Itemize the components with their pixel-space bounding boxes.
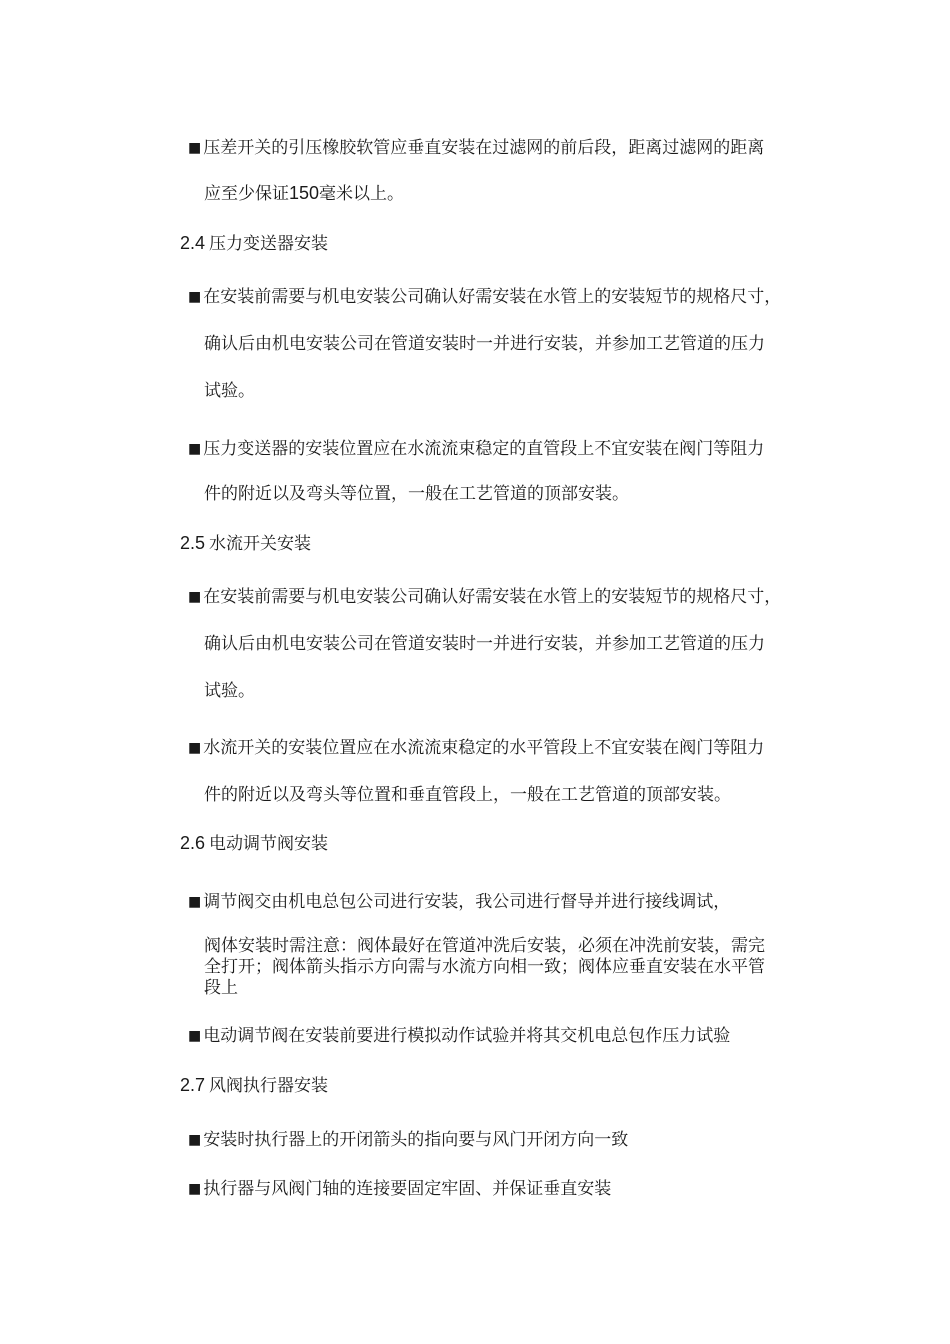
bullet-icon: ■: [188, 289, 202, 305]
sec27-bullet-1-line-1: ■ 安装时执行器上的开闭箭头的指向要与风门开闭方向一致: [188, 1130, 629, 1150]
sec24-bullet-2-line-1: ■ 压力变送器的安装位置应在水流流束稳定的直管段上不宜安装在阀门等阻力: [188, 439, 765, 459]
bullet-icon: ■: [188, 740, 202, 756]
sec26-bullet-2-line-1: ■ 电动调节阀在安装前要进行模拟动作试验并将其交机电总包作压力试验: [188, 1026, 731, 1046]
sec24-bullet-2-line-2: 件的附近以及弯头等位置，一般在工艺管道的顶部安装。: [204, 484, 629, 504]
sec26-note-line-3: 段上: [204, 978, 238, 998]
section-heading-2-7: 2.7 风阀执行器安装: [180, 1075, 329, 1096]
sec23-bullet-line-2: 应至少保证150毫米以上。: [204, 183, 405, 204]
sec27-bullet-2-line-1: ■ 执行器与风阀门轴的连接要固定牢固、并保证垂直安装: [188, 1179, 612, 1199]
section-heading-2-6: 2.6 电动调节阀安装: [180, 833, 329, 854]
sec25-bullet-2-line-2: 件的附近以及弯头等位置和垂直管段上，一般在工艺管道的顶部安装。: [204, 785, 731, 805]
sec24-bullet-1-line-1: ■ 在安装前需要与机电安装公司确认好需安装在水管上的安装短节的规格尺寸，: [188, 287, 782, 307]
sec26-bullet-1-line-1: ■ 调节阀交由机电总包公司进行安装，我公司进行督导并进行接线调试，: [188, 892, 731, 912]
sec24-bullet-1-line-2: 确认后由机电安装公司在管道安装时一并进行安装，并参加工艺管道的压力: [204, 334, 765, 354]
section-heading-2-5: 2.5 水流开关安装: [180, 533, 312, 554]
sec23-bullet-line-1: [188, 137, 764, 159]
bullet-icon: ■: [188, 894, 202, 910]
sec25-bullet-2-line-1: ■ 水流开关的安装位置应在水流流束稳定的水平管段上不宜安装在阀门等阻力: [188, 738, 765, 758]
bullet-icon: ■: [188, 1181, 202, 1197]
text: 压差开关的引压橡胶软管应垂直安装在过滤网的前后段，距离过滤网的距离: [203, 138, 765, 158]
sec26-note-line-1: 阀体安装时需注意：阀体最好在管道冲洗后安装，必须在冲洗前安装，需完: [204, 936, 765, 956]
bullet-icon: ■: [188, 1028, 202, 1044]
sec25-bullet-1-line-2: 确认后由机电安装公司在管道安装时一并进行安装，并参加工艺管道的压力: [204, 634, 765, 654]
bullet-icon: ■: [188, 1132, 202, 1148]
sec26-note-line-2: 全打开；阀体箭头指示方向需与水流方向相一致；阀体应垂直安装在水平管: [204, 957, 765, 977]
sec25-bullet-1-line-3: 试验。: [204, 681, 255, 701]
bullet-icon: ■: [188, 441, 202, 457]
section-heading-2-4: 2.4 压力变送器安装: [180, 233, 329, 254]
sec25-bullet-1-line-1: ■ 在安装前需要与机电安装公司确认好需安装在水管上的安装短节的规格尺寸，: [188, 587, 782, 607]
sec24-bullet-1-line-3: 试验。: [204, 381, 255, 401]
bullet-icon: ■: [188, 589, 202, 605]
bullet-icon: ■: [188, 140, 202, 156]
